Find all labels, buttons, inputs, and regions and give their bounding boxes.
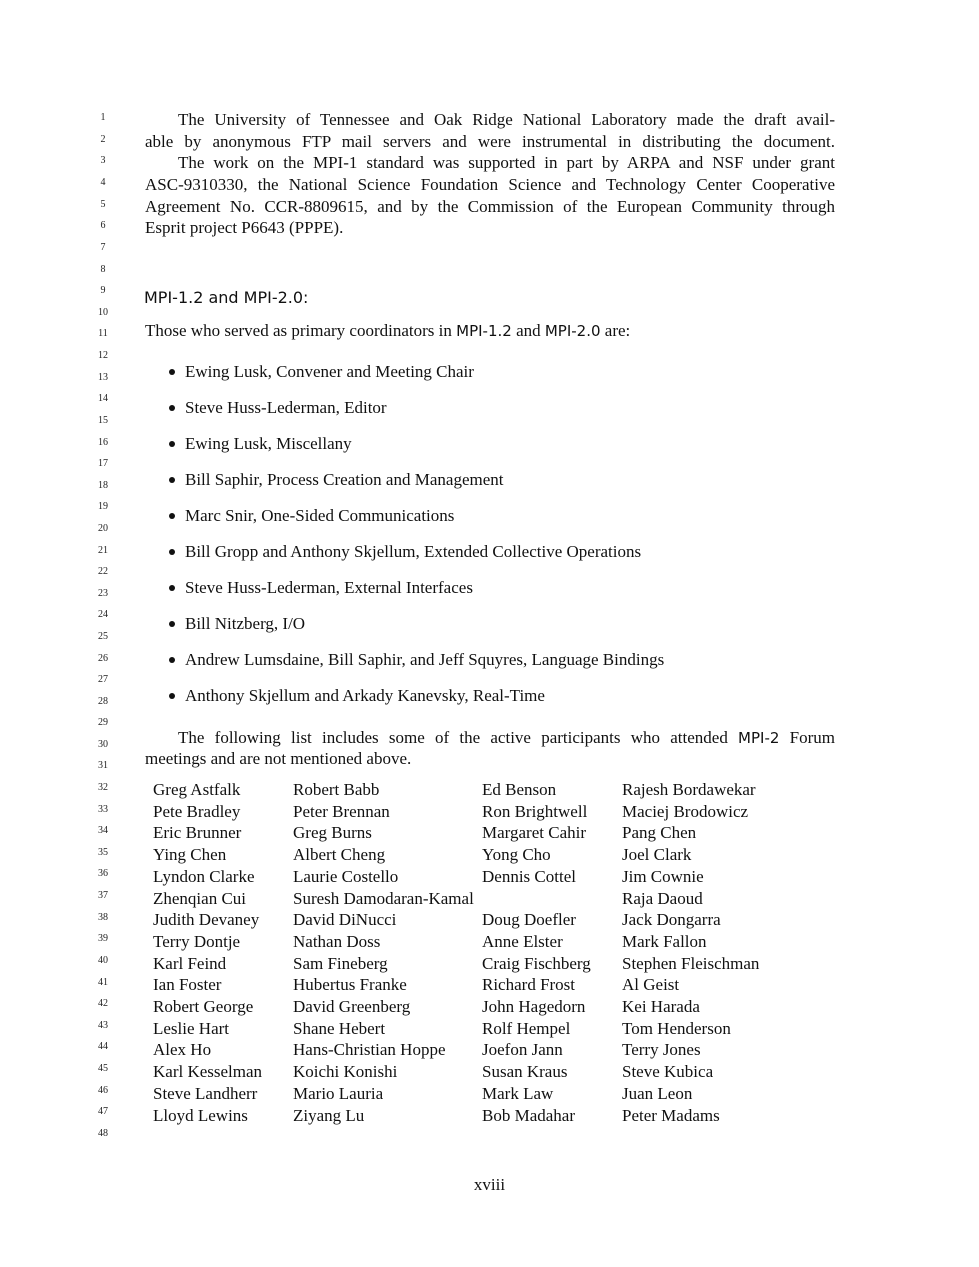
participant-name: Laurie Costello <box>293 866 399 886</box>
line-number: 13 <box>98 372 108 383</box>
line-number: 32 <box>98 782 108 793</box>
bullet-icon <box>169 441 175 447</box>
participant-name: Leslie Hart <box>153 1018 229 1038</box>
participant-name: Kei Harada <box>622 997 700 1016</box>
participant-name: Eric Brunner <box>153 823 242 843</box>
coordinator-item <box>169 578 473 598</box>
bullet-icon <box>169 405 175 411</box>
participant-name: Koichi Konishi <box>293 1062 398 1082</box>
bullet-icon <box>169 657 175 663</box>
line-number: 35 <box>98 847 108 858</box>
participant-name: Lyndon Clarke <box>153 866 255 886</box>
intro-p1-line2: able by anonymous FTP mail servers and were instrumental in distributing the document. <box>145 132 835 151</box>
participant-name: Greg Burns <box>293 823 372 843</box>
line-number: 41 <box>98 977 108 988</box>
participant-name: Rajesh Bordawekar <box>622 780 756 799</box>
line-number: 43 <box>98 1020 108 1031</box>
participant-name: Jack Dongarra <box>622 910 721 930</box>
coordinator-text: Ewing Lusk, Convener and Meeting Chair <box>185 362 474 381</box>
coordinator-text: Steve Huss-Lederman, External Interfaces <box>185 578 473 597</box>
coordinator-item <box>169 398 387 418</box>
line-number: 39 <box>98 933 108 944</box>
intro-p2-line1: The work on the MPI-1 standard was supported in part by ARPA and NSF under grant <box>178 153 835 172</box>
coordinator-item <box>169 686 545 706</box>
participant-name: Ian Foster <box>153 975 222 995</box>
line-number: 40 <box>98 955 108 966</box>
participant-name: Steve Kubica <box>622 1062 714 1082</box>
participant-name: Doug Doefler <box>482 910 576 930</box>
participant-name: Peter Brennan <box>293 801 390 821</box>
line-number: 24 <box>98 609 108 620</box>
coordinator-item <box>169 362 474 382</box>
participant-name: David Greenberg <box>293 997 411 1016</box>
participant-name: John Hagedorn <box>482 997 586 1016</box>
line-number: 38 <box>98 912 108 923</box>
participant-name: Pang Chen <box>622 823 697 843</box>
coordinator-text: Steve Huss-Lederman, Editor <box>185 398 387 417</box>
coordinator-text: Marc Snir, One-Sided Communications <box>185 506 455 525</box>
participant-name: Dennis Cottel <box>482 866 576 886</box>
participant-name: Richard Frost <box>482 975 576 995</box>
line-number: 47 <box>98 1106 108 1117</box>
participant-name: Shane Hebert <box>293 1018 386 1038</box>
line-number: 8 <box>100 264 106 275</box>
coordinator-text: Bill Gropp and Anthony Skjellum, Extended Collective Operations <box>185 542 642 561</box>
line-number: 28 <box>98 696 108 707</box>
participant-name: Craig Fischberg <box>482 953 591 973</box>
line-number: 2 <box>100 134 106 145</box>
participant-name: Hubertus Franke <box>293 975 407 995</box>
bullet-icon <box>169 585 175 591</box>
bullet-icon <box>169 513 175 519</box>
participant-name: Greg Astfalk <box>153 780 241 799</box>
participant-name: Suresh Damodaran-Kamal <box>293 888 474 908</box>
line-number: 21 <box>98 545 108 556</box>
line-number: 25 <box>98 631 108 642</box>
line-number: 15 <box>98 415 108 426</box>
participant-name: Alex Ho <box>153 1040 212 1060</box>
participant-name: Joefon Jann <box>482 1040 563 1060</box>
intro-p2-line3: Agreement No. CCR-8809615, and by the Commission of the European Community through <box>145 197 835 216</box>
bullet-icon <box>169 621 175 627</box>
coordinator-item <box>169 434 352 454</box>
line-number: 4 <box>100 177 106 188</box>
participant-name: Mark Law <box>482 1083 554 1103</box>
line-number: 46 <box>98 1085 108 1096</box>
coordinator-item <box>169 470 503 490</box>
lead-text-and: and <box>511 321 545 340</box>
participant-name: Sam Fineberg <box>293 953 388 973</box>
coordinator-item <box>169 650 664 670</box>
line-number: 20 <box>98 523 108 534</box>
bullet-icon <box>169 477 175 483</box>
coordinator-text: Andrew Lumsdaine, Bill Saphir, and Jeff Squyres, Language Bindings <box>185 650 665 669</box>
participants-intro-line2: meetings and are not mentioned above. <box>145 749 412 768</box>
participant-name: Karl Kesselman <box>153 1062 263 1082</box>
participant-name: Robert Babb <box>293 780 380 799</box>
line-number: 42 <box>98 998 108 1009</box>
line-number: 9 <box>100 285 106 296</box>
line-number: 45 <box>98 1063 108 1074</box>
coordinator-text: Bill Saphir, Process Creation and Management <box>185 470 504 489</box>
participant-name: Anne Elster <box>482 931 563 951</box>
lead-text-2: are: <box>600 321 631 340</box>
participant-name: Maciej Brodowicz <box>622 801 749 821</box>
participant-name: Susan Kraus <box>482 1062 568 1082</box>
line-number: 27 <box>98 674 108 685</box>
participant-name: Mario Lauria <box>293 1083 384 1103</box>
coordinator-item <box>169 614 305 634</box>
line-number: 7 <box>100 242 106 253</box>
participant-name: Hans-Christian Hoppe <box>293 1040 446 1060</box>
participant-name: David DiNucci <box>293 910 397 930</box>
line-number: 44 <box>98 1041 108 1052</box>
coordinator-item <box>169 506 454 526</box>
line-number: 18 <box>98 480 108 491</box>
line-number: 33 <box>98 804 108 815</box>
line-number: 16 <box>98 437 108 448</box>
participant-name: Bob Madahar <box>482 1105 576 1125</box>
bullet-icon <box>169 693 175 699</box>
intro-p2-line4: Esprit project P6643 (PPPE). <box>145 218 344 237</box>
participant-name: Zhenqian Cui <box>153 888 247 908</box>
line-number: 26 <box>98 653 108 664</box>
line-number: 29 <box>98 717 108 728</box>
participant-name: Karl Feind <box>153 953 227 973</box>
line-number: 36 <box>98 868 108 879</box>
line-number: 37 <box>98 890 108 901</box>
line-number: 11 <box>98 328 108 339</box>
participant-name: Ed Benson <box>482 780 557 799</box>
line-number: 30 <box>98 739 108 750</box>
participant-name: Terry Dontje <box>153 931 241 951</box>
participant-name: Ron Brightwell <box>482 801 588 821</box>
participant-name: Stephen Fleischman <box>622 953 760 973</box>
lead-mpi12: MPI-1.2 <box>456 322 512 340</box>
lead-text-1: Those who served as primary coordinators in <box>145 321 457 340</box>
participant-name: Mark Fallon <box>622 931 707 951</box>
line-number: 14 <box>98 393 108 404</box>
participant-name: Robert George <box>153 997 254 1016</box>
line-number: 3 <box>100 155 106 166</box>
participant-name: Judith Devaney <box>153 910 260 930</box>
line-number: 12 <box>98 350 108 361</box>
participant-name: Nathan Doss <box>293 931 381 951</box>
participant-name: Terry Jones <box>622 1040 701 1060</box>
participant-name: Jim Cownie <box>622 866 704 886</box>
line-number: 17 <box>98 458 108 469</box>
page-number: xviii <box>473 1175 506 1194</box>
participant-name: Al Geist <box>622 975 680 995</box>
pi-text-1: The following list includes some of the active participants who attended <box>178 728 739 747</box>
participant-name: Lloyd Lewins <box>153 1105 248 1125</box>
coordinator-text: Ewing Lusk, Miscellany <box>185 434 352 453</box>
participant-name: Pete Bradley <box>153 801 241 821</box>
participant-name: Rolf Hempel <box>482 1018 571 1038</box>
pi-mpi2: MPI-2 <box>738 729 780 747</box>
intro-p2-line2: ASC-9310330, the National Science Foundation Science and Technology Center Cooperative <box>145 175 835 194</box>
bullet-icon <box>169 369 175 375</box>
participants-intro-line1 <box>178 728 835 748</box>
participant-name: Tom Henderson <box>622 1018 731 1038</box>
line-number: 34 <box>98 825 108 836</box>
participant-name: Steve Landherr <box>153 1083 258 1103</box>
coordinator-item <box>169 542 641 562</box>
participant-name: Albert Cheng <box>293 845 386 865</box>
coordinator-text: Bill Nitzberg, I/O <box>185 614 306 633</box>
participant-name: Margaret Cahir <box>482 823 587 843</box>
coordinator-text: Anthony Skjellum and Arkady Kanevsky, Real-Time <box>185 686 545 705</box>
lead-mpi20: MPI-2.0 <box>544 322 601 340</box>
participant-name: Peter Madams <box>622 1105 720 1125</box>
coordinators-lead <box>145 321 630 341</box>
participant-name: Yong Cho <box>482 845 551 865</box>
bullet-icon <box>169 549 175 555</box>
line-number: 5 <box>100 199 106 210</box>
line-number: 23 <box>98 588 108 599</box>
participant-name: Ziyang Lu <box>293 1105 365 1125</box>
participant-name: Raja Daoud <box>622 888 703 908</box>
line-number: 6 <box>100 220 106 231</box>
line-number: 10 <box>98 307 108 318</box>
intro-p1-line1: The University of Tennessee and Oak Ridge National Laboratory made the draft avail- <box>178 110 835 129</box>
pi-text-2: Forum <box>779 728 835 747</box>
line-number: 48 <box>98 1128 108 1139</box>
participant-name: Juan Leon <box>622 1083 693 1103</box>
line-number: 22 <box>98 566 108 577</box>
participant-name: Ying Chen <box>153 845 227 865</box>
line-number: 31 <box>98 760 108 771</box>
line-number: 19 <box>98 501 108 512</box>
section-heading: MPI-1.2 and MPI-2.0: <box>144 288 309 307</box>
line-number: 1 <box>100 112 106 123</box>
participant-name: Joel Clark <box>622 845 692 865</box>
